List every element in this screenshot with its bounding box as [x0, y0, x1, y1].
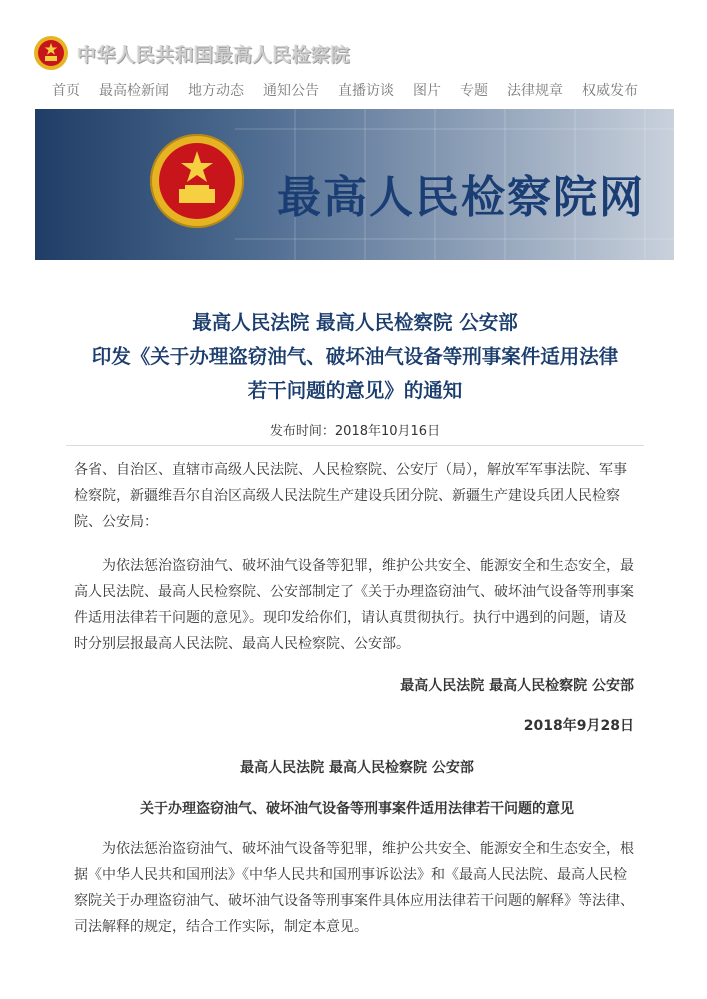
article-title — [60, 306, 650, 408]
divider — [66, 445, 644, 446]
signature: 最高人民法院 最高人民检察院 公安部 — [400, 678, 634, 694]
nav-item-releases[interactable]: 权威发布 — [582, 83, 638, 99]
main-nav — [52, 80, 657, 100]
banner — [35, 109, 674, 260]
nav-item-home[interactable]: 首页 — [52, 83, 80, 99]
site-title[interactable]: 中华人民共和国最高人民检察院 — [77, 43, 351, 66]
nav-item-local-news[interactable]: 地方动态 — [188, 83, 244, 99]
article-title-line3: 若干问题的意见》的通知 — [247, 379, 463, 402]
article-title-line2: 印发《关于办理盗窃油气、破坏油气设备等刑事案件适用法律 — [91, 345, 619, 368]
article-title-line1: 最高人民法院 最高人民检察院 公安部 — [192, 311, 518, 334]
opinion-title: 关于办理盗窃油气、破坏油气设备等刑事案件适用法律若干问题的意见 — [140, 801, 574, 817]
nav-item-pictures[interactable]: 图片 — [413, 83, 441, 99]
nav-item-live-interviews[interactable]: 直播访谈 — [338, 83, 394, 99]
signature-date: 2018年9月28日 — [523, 718, 634, 734]
nav-item-laws[interactable]: 法律规章 — [507, 83, 563, 99]
nav-item-topics[interactable]: 专题 — [460, 83, 488, 99]
national-emblem-icon[interactable] — [33, 35, 69, 71]
site-header — [33, 33, 350, 73]
publish-date: 发布时间：2018年10月16日 — [269, 424, 441, 439]
opinion-paragraph: 为依法惩治盗窃油气、破坏油气设备等犯罪，维护公共安全、能源安全和生态安全，根据《中华人民共和国刑法》《中华人民共和国刑事诉讼法》和《最高人民法院、最高人民检察院关于办理盗窃油气、破坏油气设备等刑事案件具体应用法律若干问题的解释》等法律、司法解释的规定，结合工作实际，制定本意见。 — [74, 841, 634, 935]
opinion-issuers: 最高人民法院 最高人民检察院 公安部 — [240, 760, 474, 776]
banner-title: 最高人民检察院网 — [277, 172, 645, 223]
banner-emblem-icon — [150, 134, 244, 228]
nav-item-notices[interactable]: 通知公告 — [263, 83, 319, 99]
nav-item-spp-news[interactable]: 最高检新闻 — [99, 83, 169, 99]
notice-paragraph: 为依法惩治盗窃油气、破坏油气设备等犯罪，维护公共安全、能源安全和生态安全，最高人民法院、最高人民检察院、公安部制定了《关于办理盗窃油气、破坏油气设备等刑事案件适用法律若干问题的意见》。现印发给你们，请认真贯彻执行。执行中遇到的问题，请及时分别层报最高人民法院、最高人民检察院、公安部。 — [74, 558, 634, 652]
recipients-text: 各省、自治区、直辖市高级人民法院、人民检察院、公安厅（局），解放军军事法院、军事检察院，新疆维吾尔自治区高级人民法院生产建设兵团分院、新疆生产建设兵团人民检察院、公安局： — [74, 462, 627, 530]
